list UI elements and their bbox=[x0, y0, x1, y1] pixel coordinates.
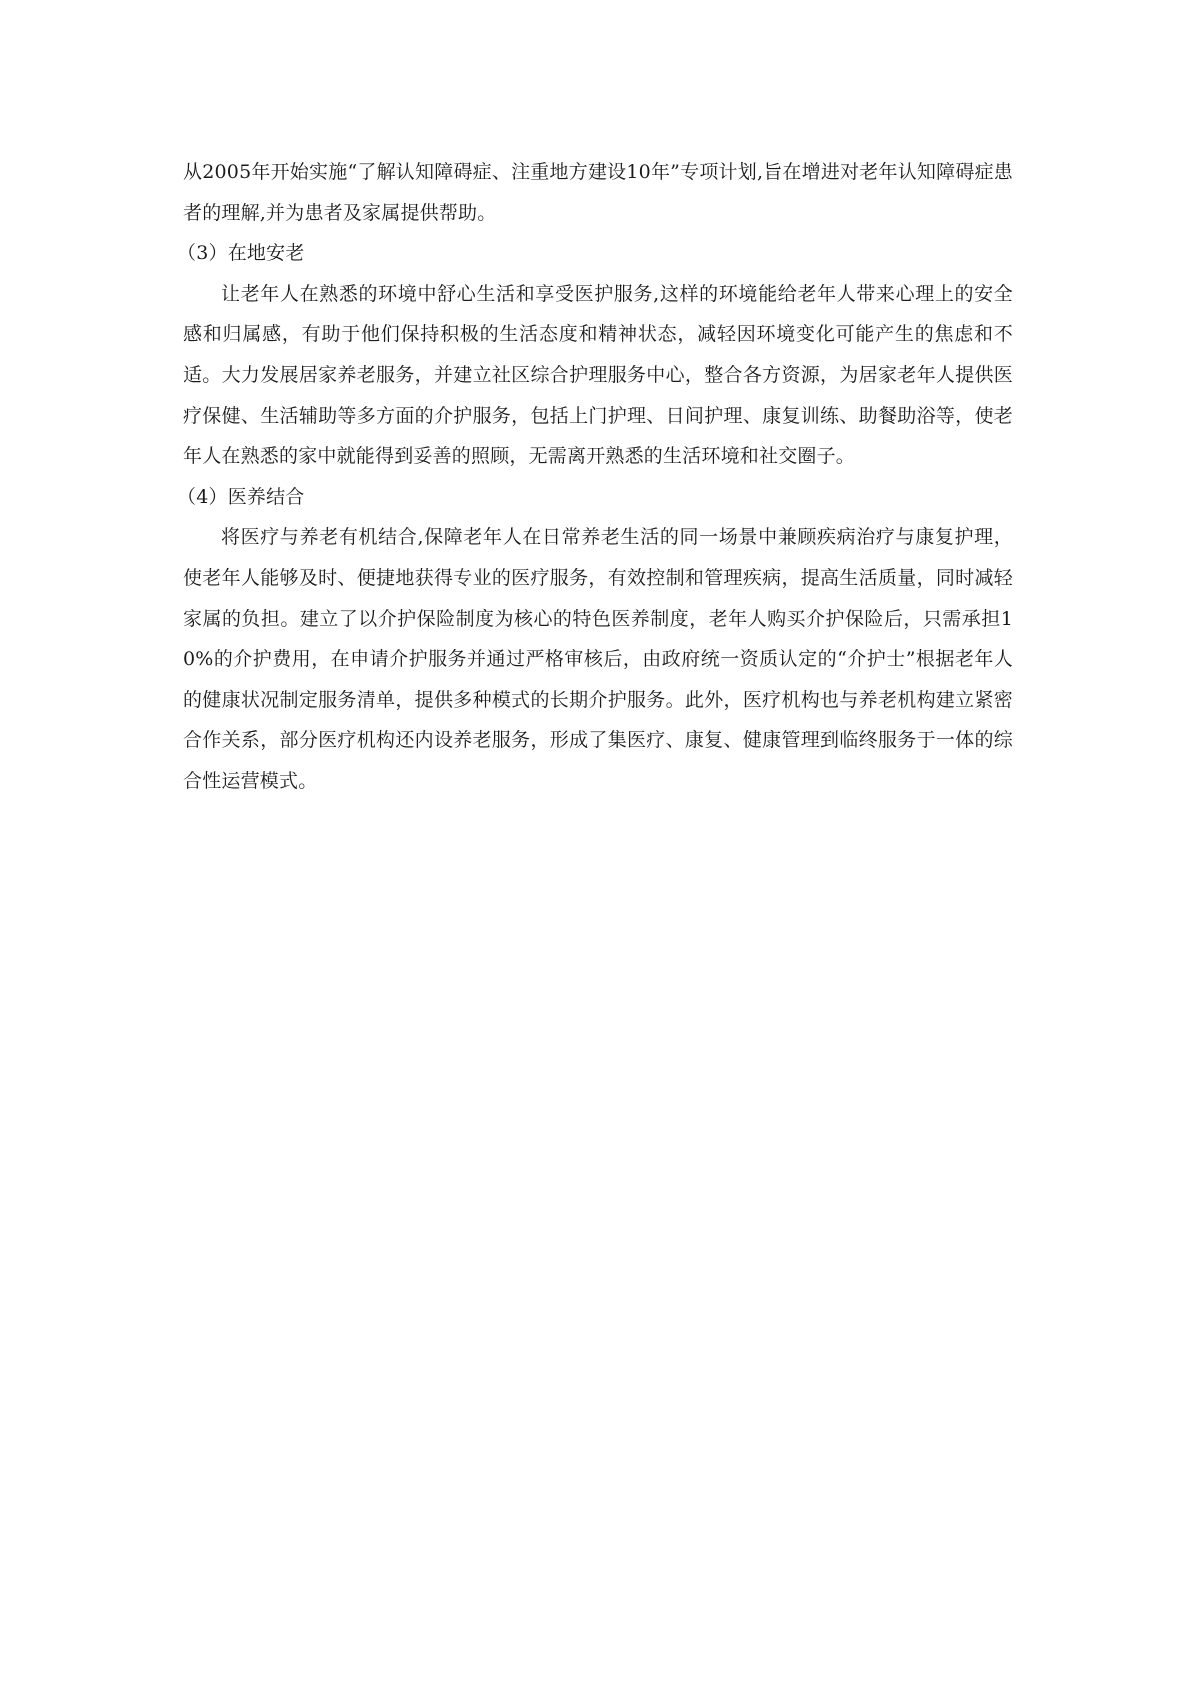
paragraph-aging-in-place: 让老年人在熟悉的环境中舒心生活和享受医护服务,这样的环境能给老年人带来心理上的安全感和归属感，有助于他们保持积极的生活态度和精神状态，减轻因环境变化可能产生的焦虑和不适。大力发展居家养老服务，并建立社区综合护理服务中心，整合各方资源，为居家老年人提供医疗保健、生活辅助等多方面的介护服务，包括上门护理、日间护理、康复训练、助餐助浴等，使老年人在熟悉的家中就能得到妥善的照顾，无需离开熟悉的生活环境和社交圈子。 bbox=[183, 282, 1013, 468]
document-body bbox=[177, 152, 1013, 802]
heading-medical-elderly-care: （4）医养结合 bbox=[177, 485, 305, 508]
heading-aging-in-place: （3）在地安老 bbox=[177, 242, 305, 265]
paragraph-dementia-plan: 从2005年开始实施“了解认知障碍症、注重地方建设10年”专项计划,旨在增进对老年认知障碍症患者的理解,并为患者及家属提供帮助。 bbox=[183, 161, 1013, 224]
paragraph-medical-elderly-care: 将医疗与养老有机结合,保障老年人在日常养老生活的同一场景中兼顾疾病治疗与康复护理，使老年人能够及时、便捷地获得专业的医疗服务，有效控制和管理疾病，提高生活质量，同时减轻家属的负担。建立了以介护保险制度为核心的特色医养制度，老年人购买介护保险后，只需承担10%的介护费用，在申请介护服务并通过严格审核后，由政府统一资质认定的“介护士”根据老年人的健康状况制定服务清单，提供多种模式的长期介护服务。此外，医疗机构也与养老机构建立紧密合作关系，部分医疗机构还内设养老服务，形成了集医疗、康复、健康管理到临终服务于一体的综合性运营模式。 bbox=[183, 526, 1013, 792]
